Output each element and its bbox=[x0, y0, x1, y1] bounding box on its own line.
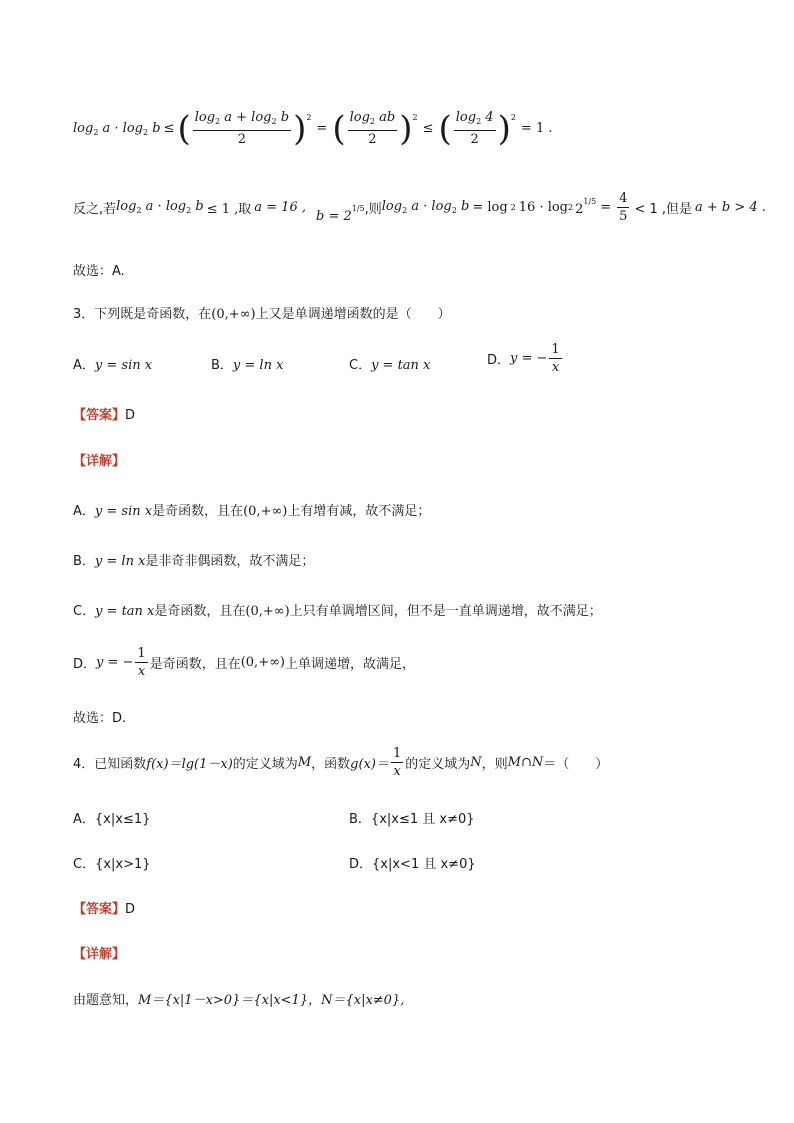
q4-option-a[interactable]: A．{x|x≤1} bbox=[73, 812, 151, 827]
q3-detail-b: B．y = ln x是非奇非偶函数，故不满足； bbox=[73, 554, 315, 569]
q3-final-choice: 故选：D. bbox=[73, 711, 127, 726]
q3-answer: 【答案】D bbox=[73, 408, 136, 423]
q3-detail-c: C．y = tan x是奇函数，且在(0,+∞)上只有单调增区间，但不是一直单调递增，故不满足； bbox=[73, 604, 602, 619]
inequality-chain: $\log_2 a \cdot \log_2 b$ ≤ ( $\frac{\log_2 a + \log_2 b}{2}$ ) 2 = ( $\frac{\log_2 ab}{2}$ ) 2 ≤ ( $\frac{\log_2 4}{2}$ ) 2 = 1 . bbox=[73, 108, 553, 149]
q4-option-d[interactable]: D．{x|x<1 且 x≠0} bbox=[349, 857, 476, 872]
q4-answer: 【答案】D bbox=[73, 902, 136, 917]
q3-option-d[interactable]: D． y = − $\frac{1}{x}$ bbox=[487, 342, 560, 375]
q4-stem: 4．已知函数 f(x)＝lg(1－x) 的定义域为 M ，函数 g(x)＝ $\frac{1}{x}$ 的定义域为 N ，则 M∩N ＝（ ） bbox=[73, 746, 609, 779]
q3-option-a[interactable]: A．y = sin x bbox=[73, 358, 153, 373]
q3-option-c[interactable]: C．y = tan x bbox=[349, 358, 431, 373]
q3-option-b[interactable]: B．y = ln x bbox=[211, 358, 284, 373]
q4-detail: 由题意知，M＝{x|1－x>0}＝{x|x<1}，N＝{x|x≠0}, bbox=[73, 993, 405, 1008]
q4-detail-tag: 【详解】 bbox=[73, 947, 126, 962]
q3-detail-d: D． y = − $\frac{1}{x}$ 是奇函数，且在 (0,+∞) 上单调递增，故满足， bbox=[73, 646, 416, 679]
q3-detail-tag: 【详解】 bbox=[73, 454, 126, 469]
converse-statement: 反之,若 $\log_2 a \cdot \log_2 b$ ≤ 1 ,取 a = 16 , $b = 2^{1/5}$ ,则 $\log_2 a \cdot \log_2 b$ = log 2 16 · log 2 $2^{1/5}$ = $\frac{4}{5}$ < 1 ,但是 a + b > 4 . bbox=[73, 190, 766, 224]
q4-option-c[interactable]: C．{x|x>1} bbox=[73, 857, 151, 872]
q3-stem: 3．下列既是奇函数，在(0,+∞)上又是单调递增函数的是（ ） bbox=[73, 307, 451, 322]
q2-final-choice: 故选：A. bbox=[73, 264, 125, 279]
q3-detail-a: A．y = sin x是奇函数，且在(0,+∞)上有增有减，故不满足； bbox=[73, 504, 431, 519]
q4-option-b[interactable]: B．{x|x≤1 且 x≠0} bbox=[349, 812, 475, 827]
